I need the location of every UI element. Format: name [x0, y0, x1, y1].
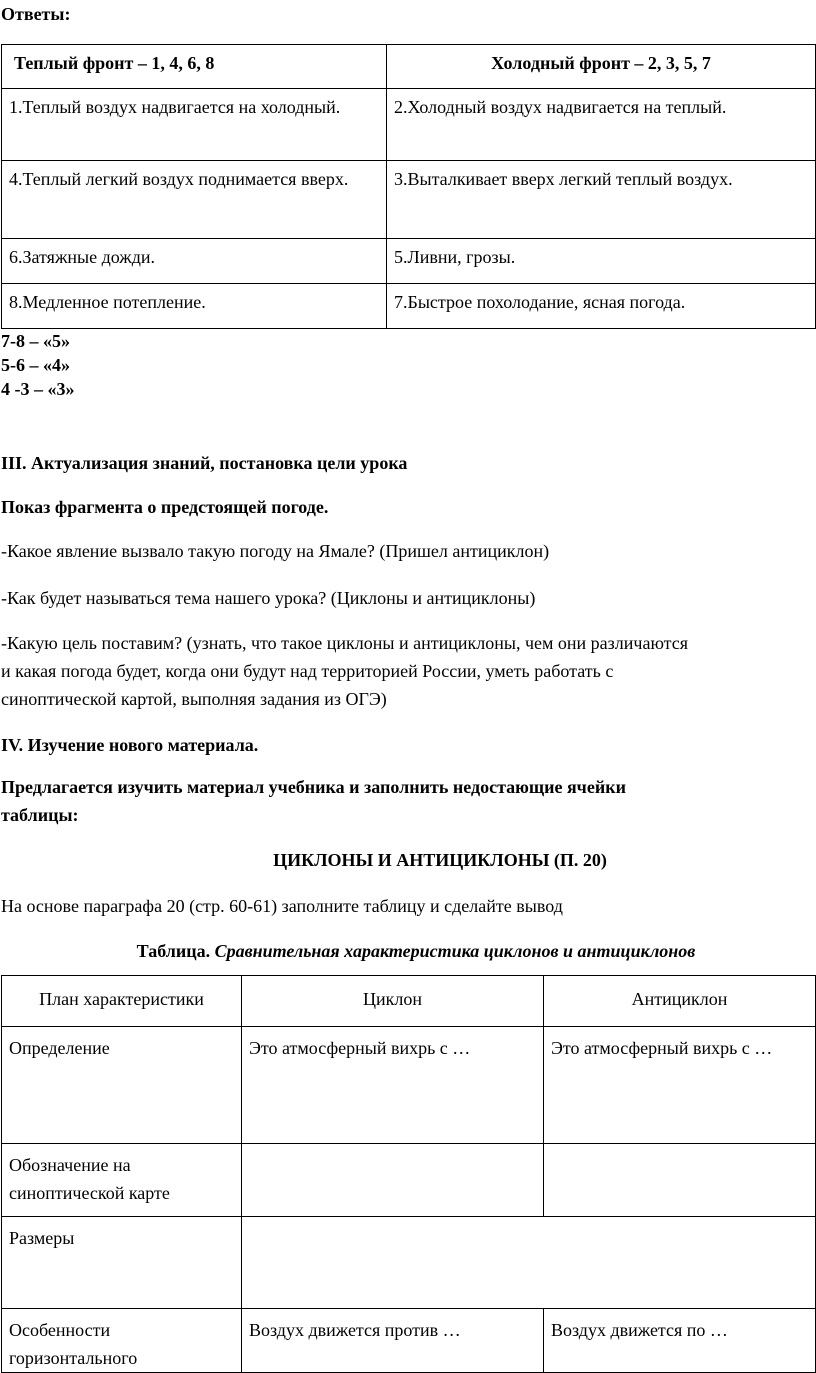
question-2: -Как будет называться тема нашего урока? (Циклоны и антициклоны) — [1, 588, 536, 608]
header-anticyclone: Антициклон — [544, 976, 816, 1027]
header-cyclone: Циклон — [242, 976, 544, 1027]
anticyclone-cell: Воздух движется по … — [544, 1309, 816, 1373]
sizes-cell — [242, 1217, 816, 1309]
grade-line: 5-6 – «4» — [1, 355, 70, 375]
comparison-header-row — [2, 976, 816, 1027]
fronts-cell: 6.Затяжные дожди. — [2, 239, 387, 284]
task-line: Предлагается изучить материал учебника и заполнить недостающие ячейки — [1, 777, 626, 797]
task-line: таблицы: — [1, 805, 79, 825]
fronts-cell: 7.Быстрое похолодание, ясная погода. — [387, 284, 816, 329]
topic-title: ЦИКЛОНЫ И АНТИЦИКЛОНЫ (П. 20) — [273, 850, 607, 870]
table-row — [2, 1027, 816, 1144]
warm-front-header: Теплый фронт – 1, 4, 6, 8 — [2, 45, 387, 89]
instruction: На основе параграфа 20 (стр. 60-61) заполните таблицу и сделайте вывод — [1, 896, 563, 916]
row-label: Определение — [2, 1027, 242, 1144]
table-row — [2, 1144, 816, 1217]
table-caption-title: Сравнительная характеристика циклонов и антициклонов — [214, 941, 696, 961]
question-1: -Какое явление вызвало такую погоду на Ямале? (Пришел антициклон) — [1, 541, 550, 561]
question-3-line: синоптической картой, выполняя задания из ОГЭ) — [1, 689, 387, 709]
question-3-line: и какая погода будет, когда они будут над территорией России, уметь работать с — [1, 661, 614, 681]
grade-line: 4 -3 – «3» — [1, 379, 75, 399]
row-label: Обозначение на синоптической карте — [2, 1144, 242, 1217]
cyclone-cell: Воздух движется против … — [242, 1309, 544, 1373]
cold-front-header: Холодный фронт – 2, 3, 5, 7 — [387, 45, 816, 89]
fronts-cell: 5.Ливни, грозы. — [387, 239, 816, 284]
show-fragment: Показ фрагмента о предстоящей погоде. — [1, 497, 329, 517]
question-3-line: -Какую цель поставим? (узнать, что такое циклоны и антициклоны, чем они различаются — [1, 633, 689, 653]
table-row — [2, 89, 816, 161]
answers-title: Ответы: — [1, 4, 71, 24]
cyclone-cell — [242, 1144, 544, 1217]
table-row — [2, 161, 816, 239]
row-label: Особенности горизонтального — [2, 1309, 242, 1373]
section4-title: IV. Изучение нового материала. — [1, 735, 259, 755]
table-caption-prefix: Таблица. — [136, 941, 211, 961]
grade-line: 7-8 – «5» — [1, 331, 70, 351]
fronts-table — [1, 44, 816, 329]
fronts-header-row — [2, 45, 816, 89]
fronts-cell: 3.Выталкивает вверх легкий теплый воздух. — [387, 161, 816, 239]
fronts-cell: 1.Теплый воздух надвигается на холодный. — [2, 89, 387, 161]
fronts-cell: 8.Медленное потепление. — [2, 284, 387, 329]
table-row — [2, 1217, 816, 1309]
fronts-cell: 4.Теплый легкий воздух поднимается вверх. — [2, 161, 387, 239]
row-label: Размеры — [2, 1217, 242, 1309]
table-row — [2, 239, 816, 284]
header-plan: План характеристики — [2, 976, 242, 1027]
fronts-cell: 2.Холодный воздух надвигается на теплый. — [387, 89, 816, 161]
cyclone-cell: Это атмосферный вихрь с … — [242, 1027, 544, 1144]
table-row — [2, 1309, 816, 1373]
comparison-table — [1, 975, 816, 1373]
anticyclone-cell — [544, 1144, 816, 1217]
anticyclone-cell: Это атмосферный вихрь с … — [544, 1027, 816, 1144]
table-row — [2, 284, 816, 329]
section3-title: III. Актуализация знаний, постановка цели урока — [1, 453, 408, 473]
table-caption — [0, 937, 816, 965]
